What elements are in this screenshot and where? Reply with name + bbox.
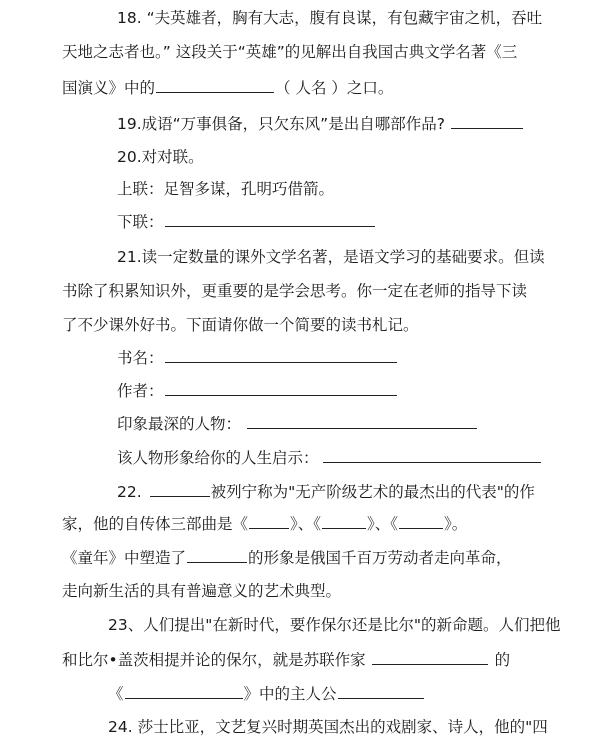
q21-book-row [117, 347, 398, 368]
q21-character-row [117, 413, 478, 434]
q23-line3-open: 《 [108, 685, 124, 703]
q22-image-blank[interactable] [187, 547, 247, 563]
q20-title: 20.对对联。 [117, 148, 204, 166]
q22-book2-blank[interactable] [322, 513, 366, 529]
q22-line1-text: 被列宁称为"无产阶级艺术的最杰出的代表"的作 [210, 483, 535, 501]
q20-lower-blank[interactable] [165, 211, 375, 227]
q22-book3-blank[interactable] [399, 513, 443, 529]
q22-line3 [62, 547, 512, 568]
q21-line1: 21.读一定数量的课外文学名著，是语文学习的基础要求。但读 [117, 248, 545, 266]
q23-author-blank[interactable] [372, 649, 488, 665]
q23-line2-text: 和比尔•盖茨相提并论的保尔，就是苏联作家 [62, 651, 366, 669]
q21-author-blank[interactable] [165, 380, 397, 396]
q19-text: 19.成语“万事俱备，只欠东风”是出自哪部作品? [117, 115, 445, 133]
q23-line2 [62, 649, 510, 670]
q18-line2: 天地之志者也。” 这段关于“英雄”的见解出自我国古典文学名著《三 [62, 43, 518, 61]
q22-line2-sep2: 》、《 [367, 515, 399, 533]
q21-author-row [117, 380, 398, 401]
q23-line3-text: 》中的主人公 [243, 685, 337, 703]
q22-number: 22. [117, 483, 142, 501]
q21-line3: 了不少课外好书。下面请你做一个简要的读书札记。 [62, 316, 419, 334]
q23-book-blank[interactable] [125, 683, 243, 699]
q22-author-blank[interactable] [150, 481, 210, 497]
q24-line1: 24. 莎士比亚，文艺复兴时期英国杰出的戏剧家、诗人，他的"四 [108, 718, 548, 736]
q22-line3-prefix: 《童年》中塑造了 [62, 549, 187, 567]
q20-lower-couplet [117, 211, 376, 232]
q18-line3-prefix: 国演义》中的 [62, 79, 156, 97]
q22-line2-sep1: 》、《 [290, 515, 322, 533]
q19-answer-blank[interactable] [451, 113, 523, 129]
q20-lower-label: 下联： [117, 213, 164, 231]
q22-line2-suffix: 》。 [444, 515, 468, 533]
q21-character-blank[interactable] [247, 413, 477, 429]
q18-name-blank[interactable] [156, 77, 274, 93]
q18-line1: 18. “夫英雄者，胸有大志，腹有良谋，有包藏宇宙之机，吞吐 [117, 9, 543, 27]
q22-line3-suffix: 的形象是俄国千百万劳动者走向革命， [248, 549, 512, 567]
q23-line1: 23、人们提出"在新时代，要作保尔还是比尔"的新命题。人们把他 [108, 616, 561, 634]
q22-line2-prefix: 家，他的自传体三部曲是《 [62, 515, 249, 533]
q22-line2 [62, 513, 467, 534]
q21-insight-label: 该人物形象给你的人生启示： [117, 449, 319, 467]
q21-author-label: 作者： [117, 382, 164, 400]
q21-insight-blank[interactable] [323, 447, 541, 463]
q21-line2: 书除了积累知识外，更重要的是学会思考。你一定在老师的指导下读 [62, 282, 528, 300]
q19-question [117, 113, 524, 134]
q22-book1-blank[interactable] [249, 513, 289, 529]
q20-upper-couplet: 上联：足智多谋，孔明巧借箭。 [117, 180, 335, 198]
q23-line2-suffix: 的 [494, 651, 511, 669]
q21-book-blank[interactable] [165, 347, 397, 363]
q22-line4: 走向新生活的具有普遍意义的艺术典型。 [62, 582, 342, 600]
q21-insight-row [117, 447, 542, 468]
q18-line3 [62, 77, 393, 98]
q18-line3-suffix: （ 人名 ）之口。 [275, 79, 394, 97]
q21-book-label: 书名： [117, 349, 164, 367]
q21-character-label: 印象最深的人物： [117, 415, 242, 433]
q23-hero-blank[interactable] [338, 683, 424, 699]
q23-line3 [108, 683, 425, 704]
q22-line1 [117, 481, 535, 502]
